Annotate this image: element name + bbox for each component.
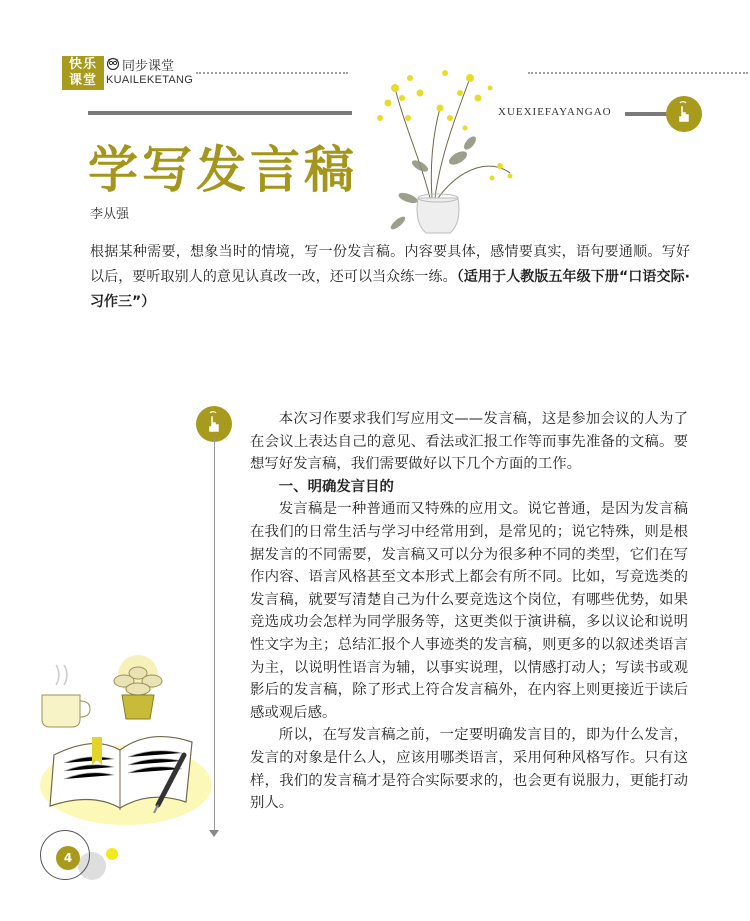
pinyin-title: XUEXIEFAYANGAO bbox=[498, 106, 612, 118]
arrow-down-icon bbox=[209, 830, 219, 837]
title-rule bbox=[625, 112, 671, 116]
divider-dotted bbox=[528, 72, 748, 74]
hand-pointer-icon bbox=[196, 406, 232, 442]
margin-rule bbox=[214, 438, 215, 830]
article-author: 李从强 bbox=[90, 207, 130, 222]
brand-name: KUAILEKETANG bbox=[106, 74, 194, 86]
decor-dot bbox=[106, 848, 118, 860]
book-coffee-illustration bbox=[34, 645, 214, 830]
logo-line2: 课堂 bbox=[68, 73, 97, 88]
paragraph: 发言稿是一种普通而又特殊的应用文。说它普通，是因为发言稿在我们的日常生活与学习中经常用到，是常见的；说它特殊，则是根据发言的不同需要，发言稿又可以分为很多种不同的类型，它们在写作内容、语言风格甚至文本形式上都会有所不同。比如，写竞选类的发言稿，就要写清楚自己为什么要竞选这个岗位，有哪些优势，如果竞选成功会怎样为同学服务等，这更类似于演讲稿，多以议论和说明性文字为主；总结汇报个人事迹类的发言稿，则更多的以叙述类语言为主，以说明性语言为辅，以事实说理，以情感打动人；写读书或观影后的发言稿，除了形式上符合发言稿外，在内容上则更接近于读后感或观后感。 bbox=[250, 501, 688, 721]
owl-icon bbox=[106, 56, 120, 70]
hand-pointer-icon bbox=[666, 96, 702, 132]
paragraph: 本次习作要求我们写应用文——发言稿，这是参加会议的人为了在会议上表达自己的意见、看法或汇报工作等而事先准备的文稿。要想写好发言稿，我们需要做好以下几个方面的工作。 bbox=[250, 411, 688, 473]
page-number: 4 bbox=[56, 846, 80, 870]
flower-vase-illustration bbox=[350, 48, 530, 238]
intro-text: 根据某种需要，想象当时的情境，写一份发言稿。内容要具体，感情要真实，语句要通顺。写好以后，要听取别人的意见认真改一改，还可以当众练一练。 bbox=[90, 244, 690, 285]
column-logo bbox=[62, 56, 104, 90]
column-name: 同步课堂 bbox=[122, 59, 175, 74]
logo-line1: 快乐 bbox=[68, 57, 97, 72]
article-body bbox=[250, 408, 688, 815]
article-intro bbox=[90, 240, 690, 315]
section-heading: 一、明确发言目的 bbox=[278, 478, 394, 495]
article-title: 学写发言稿 bbox=[88, 140, 358, 199]
intro-note: （适用于人教版五年级下册“口语交际·习作三”） bbox=[90, 269, 690, 310]
paragraph: 所以，在写发言稿之前，一定要明确发言目的，即为什么发言，发言的对象是什么人，应该用哪类语言，采用何种风格写作。只有这样，我们的发言稿才是符合实际要求的，也会更有说服力，更能打动别人。 bbox=[250, 727, 688, 812]
divider-dotted bbox=[196, 72, 348, 74]
title-rule bbox=[88, 111, 352, 115]
